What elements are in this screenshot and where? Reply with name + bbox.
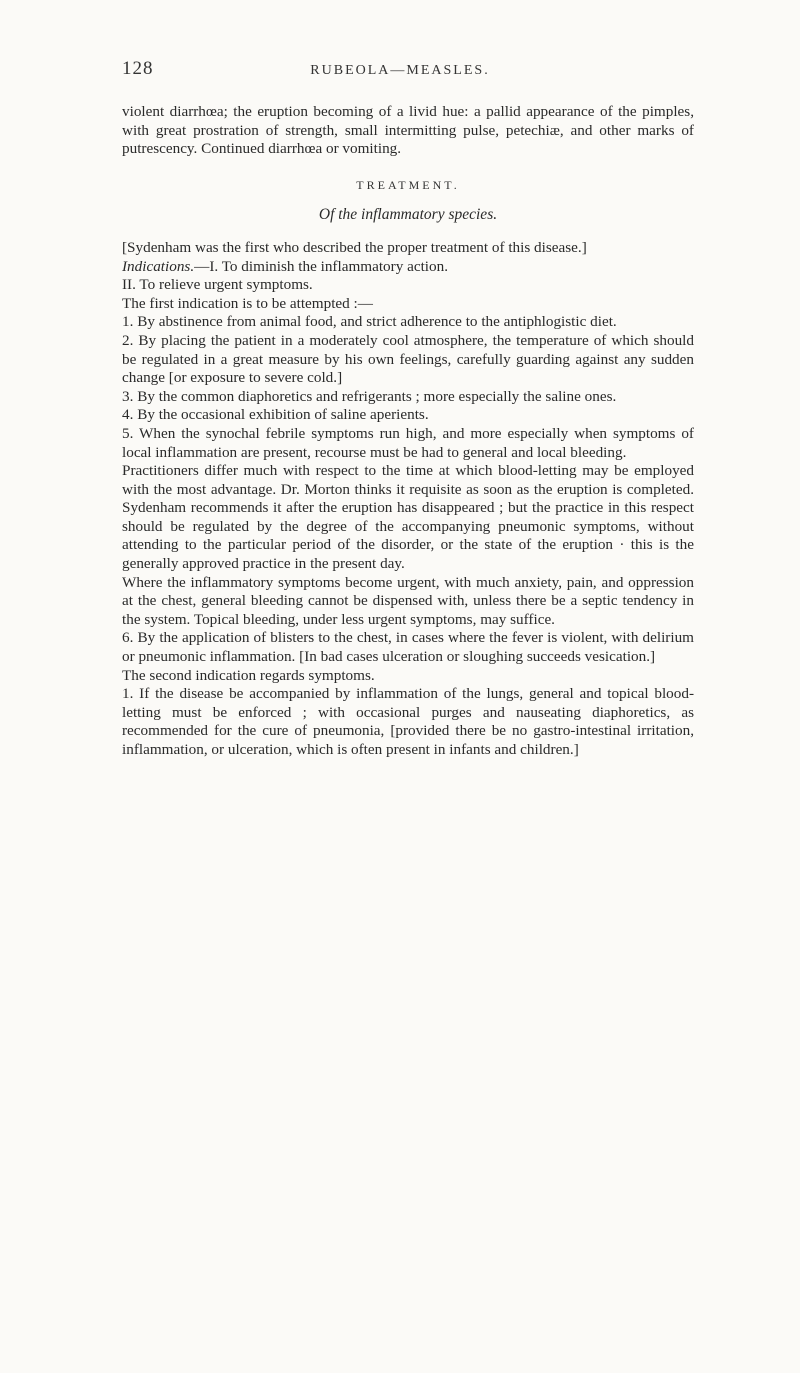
first-indication-heading: The first indication is to be attempted :— <box>122 294 373 312</box>
subsection-title: Of the inflammatory species. <box>318 206 498 224</box>
second-indication-heading: The second indication regards symptoms. <box>122 666 375 684</box>
indications-label: Indications. <box>122 257 195 275</box>
list-item: 1. By abstinence from animal food, and strict adherence to the antiphlogistic diet. <box>122 313 617 331</box>
body-text <box>122 103 694 760</box>
page-number: 128 <box>122 58 154 79</box>
list-item: 3. By the common diaphoretics and refrigerants ; more especially the saline ones. <box>122 387 617 405</box>
where-paragraph: Where the inflammatory symptoms become urgent, with much anxiety, pain, and oppression at the chest, general bleeding cannot be dispensed with, unless there be a septic tendency in the system. Topical bleeding, under less urgent symptoms, may suffice. <box>122 573 694 628</box>
list-item: 4. By the occasional exhibition of saline aperients. <box>122 406 429 424</box>
indications-first: —I. To diminish the inflammatory action. <box>194 257 448 275</box>
intro-paragraph: violent diarrhœa; the eruption becoming of a livid hue: a pallid appearance of the pimples, with great prostration of strength, small intermitting pulse, petechiæ, and other marks of putrescency. Continued diarrhœa or vomiting. <box>122 103 694 158</box>
list-item: 6. By the application of blisters to the chest, in cases where the fever is violent, with delirium or pneumonic inflammation. [In bad cases ulceration or sloughing succeeds vesication.] <box>122 629 694 666</box>
list-item: 2. By placing the patient in a moderately cool atmosphere, the temperature of which should be regulated in a great measure by his own feelings, carefully guarding against any sudden change [or exposure to severe cold.] <box>122 331 694 387</box>
list-item: 5. When the synochal febrile symptoms run high, and more especially when symptoms of local inflammation are present, recourse must be had to general and local bleeding. <box>122 424 694 461</box>
sydenham-note: [Sydenham was the first who described the proper treatment of this disease.] <box>122 238 587 256</box>
running-head: RUBEOLA—MEASLES. <box>310 63 490 78</box>
indications-second: II. To relieve urgent symptoms. <box>122 276 313 294</box>
list-item: 1. If the disease be accompanied by inflammation of the lungs, general and topical blood-letting must be enforced ; with occasional purges and nauseating diaphoretics, as recommended for the cure of pneumonia, [provided there be no gastro-intestinal irritation, inflammation, or ulceration, which is often present in infants and children.] <box>122 685 694 758</box>
indications-paragraph <box>122 258 694 277</box>
section-title: TREATMENT. <box>356 177 460 192</box>
practitioners-paragraph: Practitioners differ much with respect to the time at which blood-letting may be employed with the most advantage. Dr. Morton thinks it requisite as soon as the eruption is completed. Sydenham recommends it after the eruption has disappeared ; but the practice in this respect should be regulated by the degree of the accompanying pneumonic symptoms, without attending to the particular period of the disorder, or the state of the eruption · this is the generally approved practice in the present day. <box>122 462 694 573</box>
